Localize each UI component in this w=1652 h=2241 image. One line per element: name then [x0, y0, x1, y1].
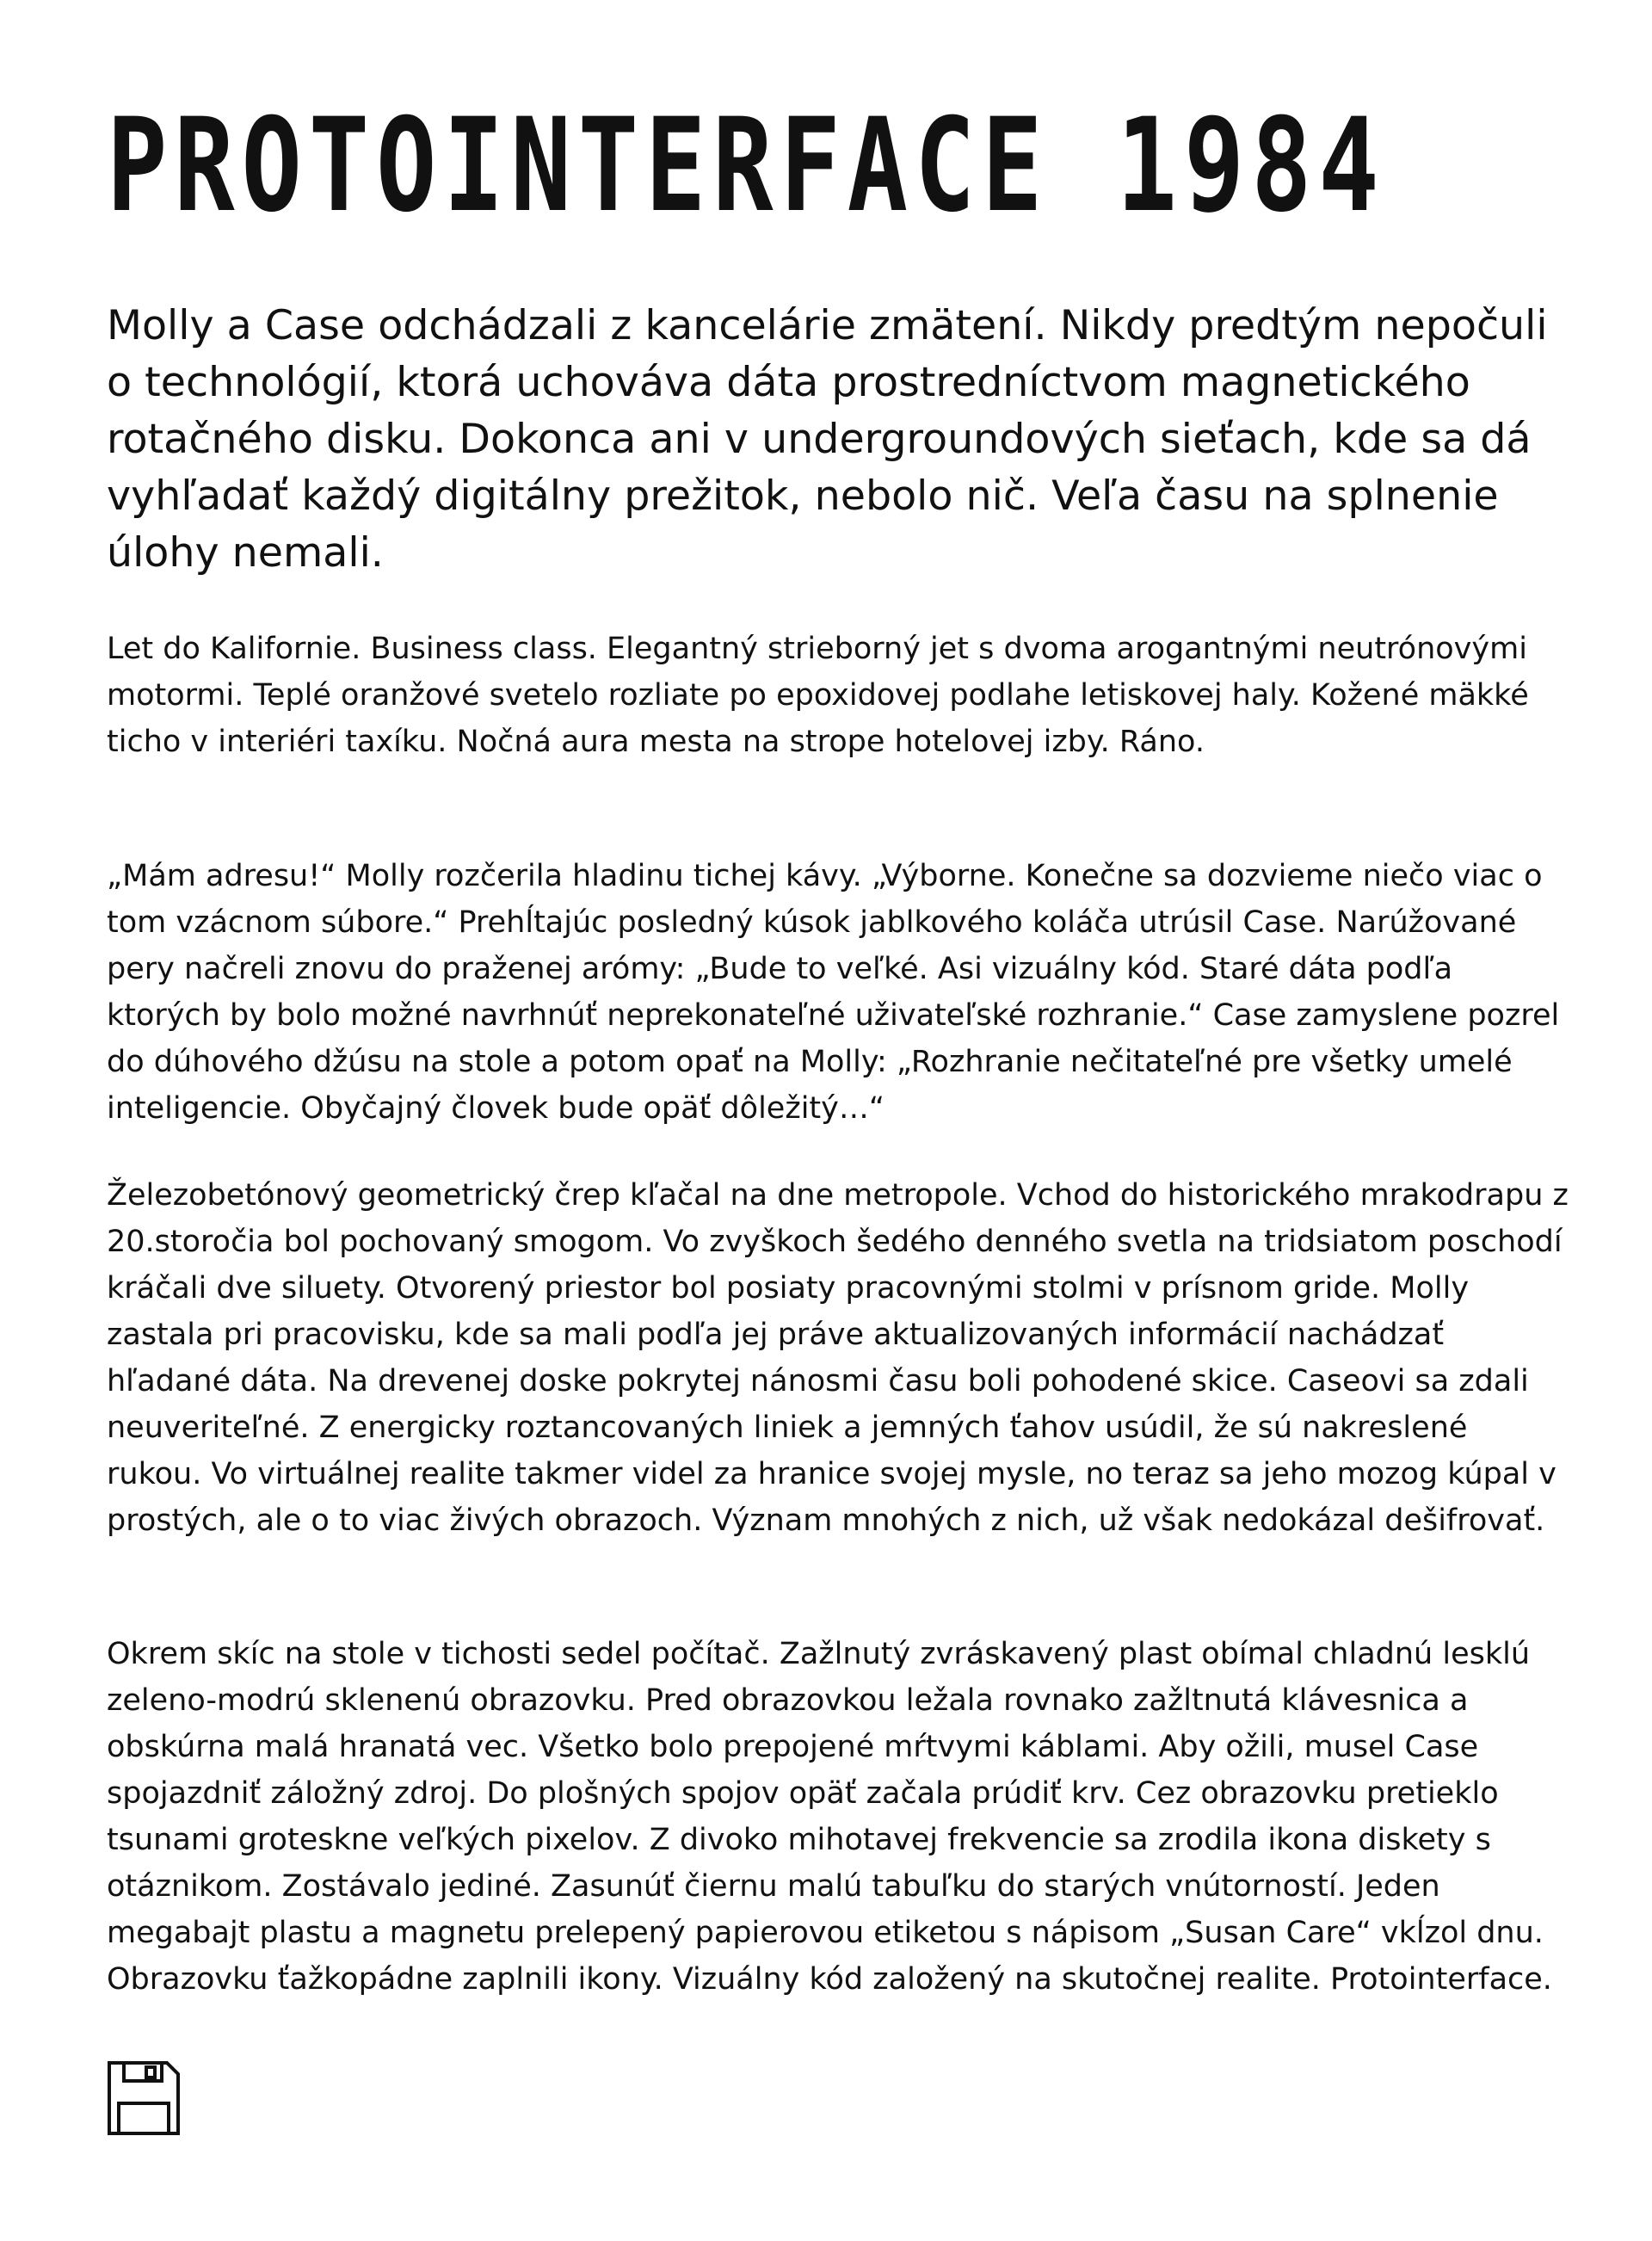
floppy-disk-icon: [107, 2060, 181, 2136]
paragraph-1: Let do Kalifornie. Business class. Elegantný strieborný jet s dvoma arogantnými neutrónovými motormi. Teplé oranžové svetelo rozliate po epoxidovej podlahe letiskovej haly. Kožené mäkké ticho v interiéri taxíku. Nočná aura mesta na strope hotelovej izby. Ráno.: [107, 632, 1529, 759]
paragraph-2: „Mám adresu!“ Molly rozčerila hladinu tichej kávy. „Výborne. Konečne sa dozvieme niečo viac o tom vzácnom súbore.“ Prehĺtajúc posledný kúsok jablkového koláča utrúsil Case. Narúžované pery načreli znovu do praženej arómy: „Bude to veľké. Asi vizuálny kód. Staré dáta podľa ktorých by bolo možné navrhnúť neprekonateľné uživateľské rozhranie.“ Case zamyslene pozrel do dúhového džúsu na stole a potom opať na Molly: „Rozhranie nečitateľné pre všetky umelé inteligencie. Obyčajný človek bude opäť dôležitý…“: [107, 859, 1560, 1126]
lead-paragraph: Molly a Case odchádzali z kancelárie zmätení. Nikdy predtým nepočuli o technológií, ktorá uchováva dáta prostredníctvom magnetického rotačného disku. Dokonca ani v undergroundových sieťach, kde sa dá vyhľadať každý digitálny prežitok, nebolo nič. Veľa času na splnenie úlohy nemali.: [107, 302, 1548, 577]
paragraph-4: Okrem skíc na stole v tichosti sedel počítač. Zažlnutý zvráskavený plast obímal chladnú lesklú zeleno-modrú sklenenú obrazovku. Pred obrazovkou ležala rovnako zažltnutá klávesnica a obskúrna malá hranatá vec. Všetko bolo prepojené mŕtvymi káblami. Aby ožili, musel Case spojazdniť záložný zdroj. Do plošných spojov opäť začala prúdiť krv. Cez obrazovku pretieklo tsunami groteskne veľkých pixelov. Z divoko mihotavej frekvencie sa zrodila ikona diskety s otáznikom. Zostávalo jediné. Zasunúť čiernu malú tabuľku do starých vnútorností. Jeden megabajt plastu a magnetu prelepený papierovou etiketou s nápisom „Susan Care“ vkĺzol dnu. Obrazovku ťažkopádne zaplnili ikony. Vizuálny kód založený na skutočnej realite. Protointerface.: [107, 1637, 1552, 1997]
page-title: PROTOINTERFACE 1984: [107, 91, 1386, 241]
paragraph-3: Železobetónový geometrický črep kľačal na dne metropole. Vchod do historického mrakodrapu z 20.storočia bol pochovaný smogom. Vo zvyškoch šedého denného svetla na tridsiatom poschodí kráčali dve siluety. Otvorený priestor bol posiaty pracovnými stolmi v prísnom gride. Molly zastala pri pracovisku, kde sa mali podľa jej práve aktualizovaných informácií nachádzať hľadané dáta. Na drevenej doske pokrytej nánosmi času boli pohodené skice. Caseovi sa zdali neuveriteľné. Z energicky roztancovaných liniek a jemných ťahov usúdil, že sú nakreslené rukou. Vo virtuálnej realite takmer videl za hranice svojej mysle, no teraz sa jeho mozog kúpal v prostých, ale o to viac živých obrazoch. Význam mnohých z nich, už však nedokázal dešifrovať.: [107, 1178, 1569, 1538]
